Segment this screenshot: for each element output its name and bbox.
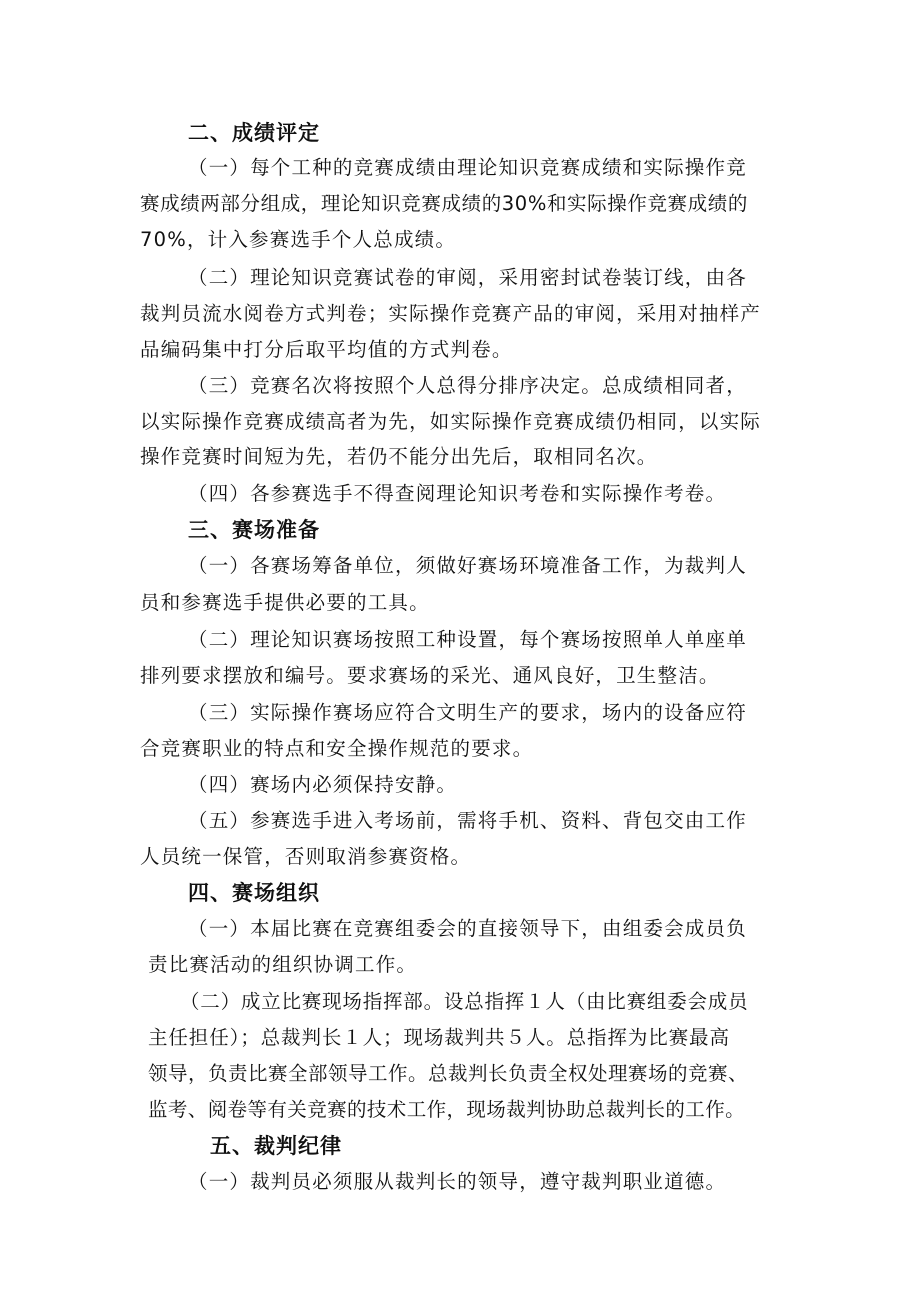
paragraph-line: 品编码集中打分后取平均值的方式判卷。: [140, 338, 513, 361]
paragraph-line: （一）各赛场筹备单位，须做好赛场环境准备工作，为裁判人: [188, 554, 747, 577]
paragraph-line: （三）实际操作赛场应符合文明生产的要求，场内的设备应符: [188, 701, 747, 724]
section-heading-4: 四、赛场组织: [188, 881, 320, 905]
paragraph-line: （二）理论知识赛场按照工种设置，每个赛场按照单人单座单: [188, 628, 747, 651]
paragraph-line: 排列要求摆放和编号。要求赛场的采光、通风良好，卫生整洁。: [140, 664, 720, 687]
paragraph-line: 裁判员流水阅卷方式判卷；实际操作竞赛产品的审阅，采用对抽样产: [140, 302, 762, 325]
paragraph-line: 操作竞赛时间短为先，若仍不能分出先后，取相同名次。: [140, 445, 658, 468]
paragraph-line: （五）参赛选手进入考场前，需将手机、资料、背包交由工作: [188, 809, 747, 832]
paragraph-line: （三）竞赛名次将按照个人总得分排序决定。总成绩相同者，: [188, 374, 747, 397]
paragraph-line: 主任担任）；总裁判长１人；现场裁判共５人。总指挥为比赛最高: [148, 1026, 730, 1049]
paragraph-line: （一）本届比赛在竞赛组委会的直接领导下，由组委会成员负: [188, 917, 747, 940]
paragraph-line: （四）各参赛选手不得查阅理论知识考卷和实际操作考卷。: [188, 482, 727, 505]
paragraph-line: 责比赛活动的组织协调工作。: [148, 953, 418, 976]
paragraph-line: 合竞赛职业的特点和安全操作规范的要求。: [140, 737, 534, 760]
paragraph-line: 赛成绩两部分组成，理论知识竞赛成绩的30%和实际操作竞赛成绩的: [140, 192, 748, 215]
section-heading-5: 五、裁判纪律: [210, 1134, 342, 1158]
paragraph-line: （二）成立比赛现场指挥部。设总指挥１人（由比赛组委会成员: [180, 990, 749, 1013]
paragraph-line: （四）赛场内必须保持安静。: [188, 773, 458, 796]
paragraph-line: 人员统一保管，否则取消参赛资格。: [140, 845, 472, 868]
paragraph-line: 以实际操作竞赛成绩高者为先，如实际操作竞赛成绩仍相同，以实际: [140, 410, 762, 433]
paragraph-line: 监考、阅卷等有关竞赛的技术工作，现场裁判协助总裁判长的工作。: [148, 1098, 746, 1121]
paragraph-line: 员和参赛选手提供必要的工具。: [140, 591, 430, 614]
section-heading-2: 二、成绩评定: [188, 121, 320, 145]
section-heading-3: 三、赛场准备: [188, 518, 320, 542]
paragraph-line: （一）每个工种的竞赛成绩由理论知识竞赛成绩和实际操作竞: [188, 156, 747, 179]
paragraph-line: （二）理论知识竞赛试卷的审阅，采用密封试卷装订线，由各: [188, 266, 747, 289]
paragraph-line: 领导，负责比赛全部领导工作。总裁判长负责全权处理赛场的竞赛、: [148, 1062, 749, 1085]
paragraph-line: 70%，计入参赛选手个人总成绩。: [140, 228, 457, 251]
paragraph-line: （一）裁判员必须服从裁判长的领导，遵守裁判职业道德。: [188, 1170, 727, 1193]
